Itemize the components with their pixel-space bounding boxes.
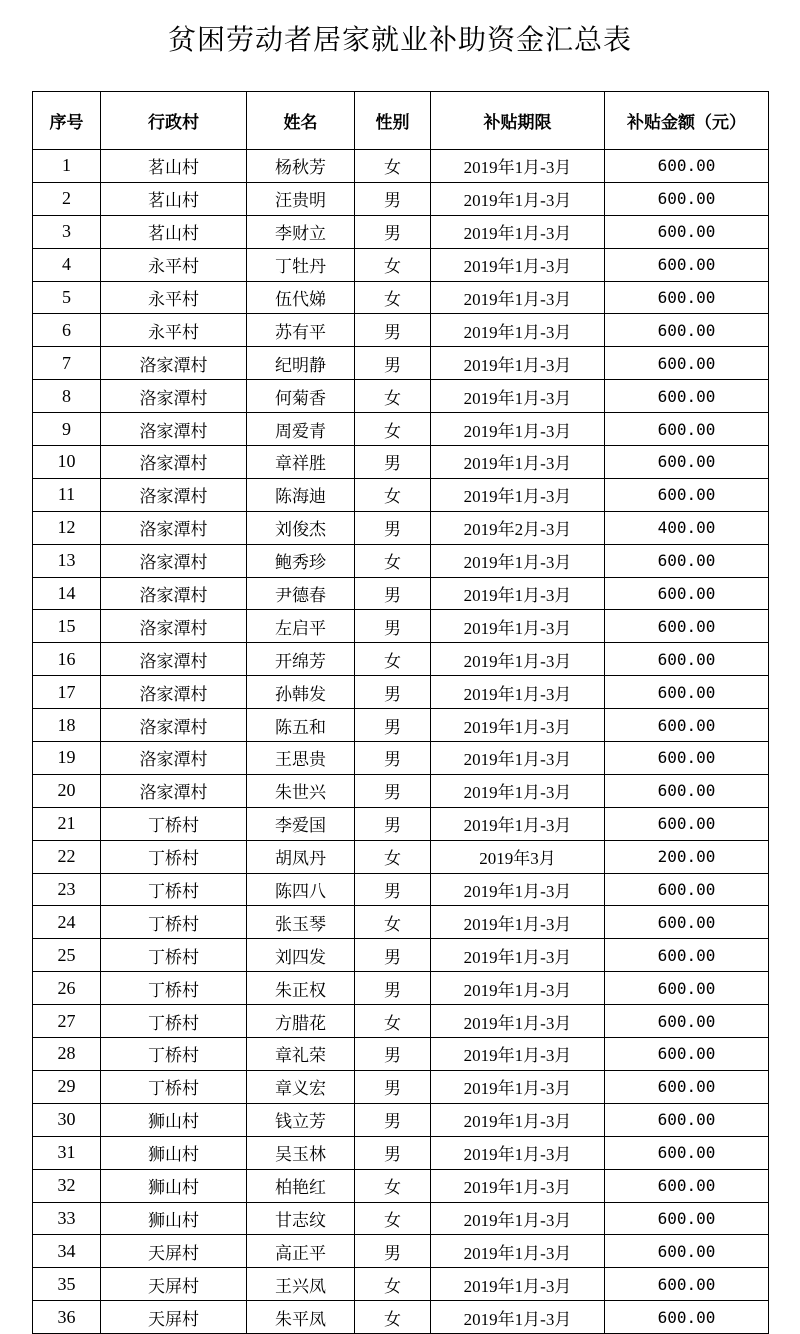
row-index: 10 (33, 446, 101, 479)
row-index: 17 (33, 676, 101, 709)
row-name: 丁牡丹 (247, 248, 355, 281)
row-name: 张玉琴 (247, 906, 355, 939)
table-row (33, 840, 769, 873)
row-gender: 女 (355, 544, 431, 577)
row-index: 6 (33, 314, 101, 347)
row-name: 苏有平 (247, 314, 355, 347)
row-amount: 600.00 (605, 906, 769, 939)
table-row (33, 314, 769, 347)
row-name: 刘四发 (247, 939, 355, 972)
row-period: 2019年1月-3月 (431, 1268, 605, 1301)
row-gender: 男 (355, 1070, 431, 1103)
table-row (33, 150, 769, 183)
row-name: 陈四八 (247, 873, 355, 906)
row-index: 32 (33, 1169, 101, 1202)
row-amount: 600.00 (605, 643, 769, 676)
row-gender: 女 (355, 1268, 431, 1301)
row-village: 洛家潭村 (101, 774, 247, 807)
row-amount: 600.00 (605, 1070, 769, 1103)
row-amount: 600.00 (605, 1169, 769, 1202)
row-village: 永平村 (101, 281, 247, 314)
table-row (33, 807, 769, 840)
row-gender: 女 (355, 248, 431, 281)
table-row (33, 1202, 769, 1235)
row-name: 开绵芳 (247, 643, 355, 676)
row-period: 2019年1月-3月 (431, 281, 605, 314)
table-row (33, 643, 769, 676)
row-index: 28 (33, 1038, 101, 1071)
row-village: 丁桥村 (101, 1005, 247, 1038)
row-name: 章礼荣 (247, 1038, 355, 1071)
row-period: 2019年1月-3月 (431, 676, 605, 709)
row-period: 2019年1月-3月 (431, 610, 605, 643)
row-gender: 男 (355, 1235, 431, 1268)
row-index: 22 (33, 840, 101, 873)
row-name: 何菊香 (247, 380, 355, 413)
row-name: 孙韩发 (247, 676, 355, 709)
row-name: 章祥胜 (247, 446, 355, 479)
row-period: 2019年1月-3月 (431, 380, 605, 413)
table-row (33, 248, 769, 281)
table-row (33, 446, 769, 479)
row-period: 2019年1月-3月 (431, 347, 605, 380)
row-amount: 600.00 (605, 281, 769, 314)
row-village: 洛家潭村 (101, 742, 247, 775)
row-village: 狮山村 (101, 1136, 247, 1169)
table-row (33, 1301, 769, 1334)
row-period: 2019年1月-3月 (431, 939, 605, 972)
row-village: 丁桥村 (101, 1038, 247, 1071)
table-row (33, 906, 769, 939)
row-village: 洛家潭村 (101, 709, 247, 742)
row-period: 2019年1月-3月 (431, 150, 605, 183)
row-period: 2019年1月-3月 (431, 807, 605, 840)
row-period: 2019年1月-3月 (431, 1202, 605, 1235)
row-amount: 600.00 (605, 1005, 769, 1038)
row-gender: 女 (355, 478, 431, 511)
row-name: 胡凤丹 (247, 840, 355, 873)
row-index: 11 (33, 478, 101, 511)
row-name: 甘志纹 (247, 1202, 355, 1235)
row-name: 左启平 (247, 610, 355, 643)
header-period: 补贴期限 (431, 92, 605, 150)
row-gender: 男 (355, 1103, 431, 1136)
table-row (33, 215, 769, 248)
row-gender: 男 (355, 610, 431, 643)
table-row (33, 544, 769, 577)
row-amount: 600.00 (605, 544, 769, 577)
row-index: 31 (33, 1136, 101, 1169)
row-gender: 男 (355, 873, 431, 906)
row-village: 洛家潭村 (101, 511, 247, 544)
row-name: 方腊花 (247, 1005, 355, 1038)
row-amount: 600.00 (605, 347, 769, 380)
row-village: 洛家潭村 (101, 643, 247, 676)
row-period: 2019年1月-3月 (431, 413, 605, 446)
row-village: 丁桥村 (101, 1070, 247, 1103)
row-name: 高正平 (247, 1235, 355, 1268)
row-index: 16 (33, 643, 101, 676)
row-amount: 600.00 (605, 413, 769, 446)
row-index: 20 (33, 774, 101, 807)
row-name: 李财立 (247, 215, 355, 248)
table-header-row (33, 92, 769, 150)
table-row (33, 1268, 769, 1301)
row-period: 2019年1月-3月 (431, 1235, 605, 1268)
row-amount: 600.00 (605, 1103, 769, 1136)
row-name: 吴玉林 (247, 1136, 355, 1169)
row-index: 15 (33, 610, 101, 643)
row-village: 茗山村 (101, 150, 247, 183)
row-period: 2019年1月-3月 (431, 248, 605, 281)
row-gender: 男 (355, 446, 431, 479)
row-village: 狮山村 (101, 1169, 247, 1202)
row-amount: 600.00 (605, 676, 769, 709)
row-village: 洛家潭村 (101, 577, 247, 610)
table-row (33, 413, 769, 446)
row-amount: 600.00 (605, 1202, 769, 1235)
row-amount: 600.00 (605, 577, 769, 610)
row-amount: 600.00 (605, 873, 769, 906)
row-index: 34 (33, 1235, 101, 1268)
header-amount: 补贴金额（元） (605, 92, 769, 150)
row-gender: 男 (355, 709, 431, 742)
row-index: 7 (33, 347, 101, 380)
table-row (33, 1136, 769, 1169)
row-village: 茗山村 (101, 182, 247, 215)
row-village: 洛家潭村 (101, 380, 247, 413)
row-index: 13 (33, 544, 101, 577)
row-period: 2019年1月-3月 (431, 1005, 605, 1038)
table-row (33, 939, 769, 972)
table-body (33, 150, 769, 1334)
row-gender: 男 (355, 1136, 431, 1169)
row-village: 茗山村 (101, 215, 247, 248)
row-amount: 600.00 (605, 150, 769, 183)
row-amount: 400.00 (605, 511, 769, 544)
header-name: 姓名 (247, 92, 355, 150)
row-gender: 女 (355, 643, 431, 676)
table-row (33, 742, 769, 775)
row-village: 天屏村 (101, 1301, 247, 1334)
row-period: 2019年1月-3月 (431, 1136, 605, 1169)
row-period: 2019年1月-3月 (431, 972, 605, 1005)
row-index: 12 (33, 511, 101, 544)
table-row (33, 774, 769, 807)
row-gender: 男 (355, 972, 431, 1005)
header-village: 行政村 (101, 92, 247, 150)
row-amount: 600.00 (605, 314, 769, 347)
row-name: 朱正权 (247, 972, 355, 1005)
row-amount: 600.00 (605, 446, 769, 479)
row-gender: 男 (355, 182, 431, 215)
row-amount: 600.00 (605, 248, 769, 281)
row-period: 2019年1月-3月 (431, 873, 605, 906)
subsidy-summary-table (32, 91, 769, 1334)
row-index: 4 (33, 248, 101, 281)
row-name: 钱立芳 (247, 1103, 355, 1136)
table-row (33, 380, 769, 413)
row-name: 尹德春 (247, 577, 355, 610)
row-amount: 600.00 (605, 215, 769, 248)
row-amount: 600.00 (605, 1136, 769, 1169)
row-period: 2019年3月 (431, 840, 605, 873)
row-gender: 女 (355, 906, 431, 939)
row-name: 鲍秀珍 (247, 544, 355, 577)
row-name: 朱世兴 (247, 774, 355, 807)
row-index: 21 (33, 807, 101, 840)
row-village: 永平村 (101, 314, 247, 347)
row-name: 杨秋芳 (247, 150, 355, 183)
row-gender: 女 (355, 840, 431, 873)
row-amount: 600.00 (605, 807, 769, 840)
row-gender: 女 (355, 413, 431, 446)
row-index: 8 (33, 380, 101, 413)
row-amount: 600.00 (605, 709, 769, 742)
table-row (33, 1103, 769, 1136)
table-row (33, 610, 769, 643)
row-index: 2 (33, 182, 101, 215)
row-period: 2019年1月-3月 (431, 643, 605, 676)
row-village: 洛家潭村 (101, 610, 247, 643)
row-village: 狮山村 (101, 1202, 247, 1235)
row-index: 18 (33, 709, 101, 742)
row-index: 5 (33, 281, 101, 314)
row-village: 丁桥村 (101, 939, 247, 972)
row-village: 丁桥村 (101, 972, 247, 1005)
table-row (33, 1235, 769, 1268)
row-name: 陈海迪 (247, 478, 355, 511)
row-amount: 600.00 (605, 939, 769, 972)
table-row (33, 182, 769, 215)
row-gender: 男 (355, 511, 431, 544)
row-name: 纪明静 (247, 347, 355, 380)
row-amount: 600.00 (605, 1038, 769, 1071)
row-gender: 女 (355, 1301, 431, 1334)
row-gender: 女 (355, 150, 431, 183)
row-period: 2019年1月-3月 (431, 577, 605, 610)
row-village: 永平村 (101, 248, 247, 281)
row-village: 洛家潭村 (101, 676, 247, 709)
row-village: 洛家潭村 (101, 347, 247, 380)
table-row (33, 972, 769, 1005)
row-village: 洛家潭村 (101, 544, 247, 577)
row-index: 35 (33, 1268, 101, 1301)
row-gender: 男 (355, 939, 431, 972)
row-amount: 600.00 (605, 380, 769, 413)
table-row (33, 676, 769, 709)
row-amount: 600.00 (605, 774, 769, 807)
table-row (33, 577, 769, 610)
row-gender: 女 (355, 1005, 431, 1038)
row-period: 2019年2月-3月 (431, 511, 605, 544)
row-period: 2019年1月-3月 (431, 774, 605, 807)
row-period: 2019年1月-3月 (431, 314, 605, 347)
row-index: 29 (33, 1070, 101, 1103)
row-village: 天屏村 (101, 1268, 247, 1301)
table-row (33, 1070, 769, 1103)
row-village: 洛家潭村 (101, 413, 247, 446)
row-amount: 600.00 (605, 478, 769, 511)
row-gender: 女 (355, 281, 431, 314)
row-period: 2019年1月-3月 (431, 478, 605, 511)
row-name: 刘俊杰 (247, 511, 355, 544)
row-name: 伍代娣 (247, 281, 355, 314)
table-row (33, 1005, 769, 1038)
row-village: 洛家潭村 (101, 478, 247, 511)
table-row (33, 1169, 769, 1202)
row-index: 19 (33, 742, 101, 775)
row-name: 陈五和 (247, 709, 355, 742)
row-index: 33 (33, 1202, 101, 1235)
row-gender: 女 (355, 1202, 431, 1235)
table-row (33, 709, 769, 742)
row-index: 1 (33, 150, 101, 183)
row-gender: 女 (355, 1169, 431, 1202)
row-period: 2019年1月-3月 (431, 215, 605, 248)
row-period: 2019年1月-3月 (431, 1038, 605, 1071)
page-title: 贫困劳动者居家就业补助资金汇总表 (167, 23, 632, 56)
row-period: 2019年1月-3月 (431, 1301, 605, 1334)
row-village: 狮山村 (101, 1103, 247, 1136)
row-period: 2019年1月-3月 (431, 742, 605, 775)
row-index: 30 (33, 1103, 101, 1136)
row-name: 王思贵 (247, 742, 355, 775)
row-name: 汪贵明 (247, 182, 355, 215)
row-amount: 600.00 (605, 1235, 769, 1268)
row-gender: 男 (355, 347, 431, 380)
row-gender: 男 (355, 742, 431, 775)
row-gender: 女 (355, 380, 431, 413)
row-village: 洛家潭村 (101, 446, 247, 479)
table-row (33, 478, 769, 511)
row-gender: 男 (355, 774, 431, 807)
row-amount: 600.00 (605, 610, 769, 643)
row-gender: 男 (355, 314, 431, 347)
row-index: 25 (33, 939, 101, 972)
row-period: 2019年1月-3月 (431, 1169, 605, 1202)
row-index: 14 (33, 577, 101, 610)
header-gender: 性别 (355, 92, 431, 150)
row-gender: 男 (355, 1038, 431, 1071)
table-row (33, 511, 769, 544)
table-row (33, 347, 769, 380)
row-name: 李爱国 (247, 807, 355, 840)
row-index: 36 (33, 1301, 101, 1334)
row-index: 27 (33, 1005, 101, 1038)
row-village: 丁桥村 (101, 906, 247, 939)
row-amount: 200.00 (605, 840, 769, 873)
table-row (33, 1038, 769, 1071)
row-period: 2019年1月-3月 (431, 1103, 605, 1136)
row-period: 2019年1月-3月 (431, 182, 605, 215)
row-name: 柏艳红 (247, 1169, 355, 1202)
row-name: 周爱青 (247, 413, 355, 446)
row-name: 朱平凤 (247, 1301, 355, 1334)
row-gender: 男 (355, 215, 431, 248)
table-row (33, 873, 769, 906)
row-amount: 600.00 (605, 1301, 769, 1334)
row-period: 2019年1月-3月 (431, 906, 605, 939)
row-amount: 600.00 (605, 742, 769, 775)
table-row (33, 281, 769, 314)
header-index: 序号 (33, 92, 101, 150)
row-village: 丁桥村 (101, 840, 247, 873)
row-index: 24 (33, 906, 101, 939)
row-index: 9 (33, 413, 101, 446)
row-period: 2019年1月-3月 (431, 446, 605, 479)
row-index: 26 (33, 972, 101, 1005)
row-period: 2019年1月-3月 (431, 544, 605, 577)
row-period: 2019年1月-3月 (431, 709, 605, 742)
row-amount: 600.00 (605, 972, 769, 1005)
row-gender: 男 (355, 676, 431, 709)
row-gender: 男 (355, 577, 431, 610)
row-period: 2019年1月-3月 (431, 1070, 605, 1103)
row-amount: 600.00 (605, 1268, 769, 1301)
row-gender: 男 (355, 807, 431, 840)
row-village: 天屏村 (101, 1235, 247, 1268)
row-village: 丁桥村 (101, 873, 247, 906)
row-name: 王兴凤 (247, 1268, 355, 1301)
row-amount: 600.00 (605, 182, 769, 215)
row-index: 3 (33, 215, 101, 248)
row-index: 23 (33, 873, 101, 906)
row-village: 丁桥村 (101, 807, 247, 840)
row-name: 章义宏 (247, 1070, 355, 1103)
